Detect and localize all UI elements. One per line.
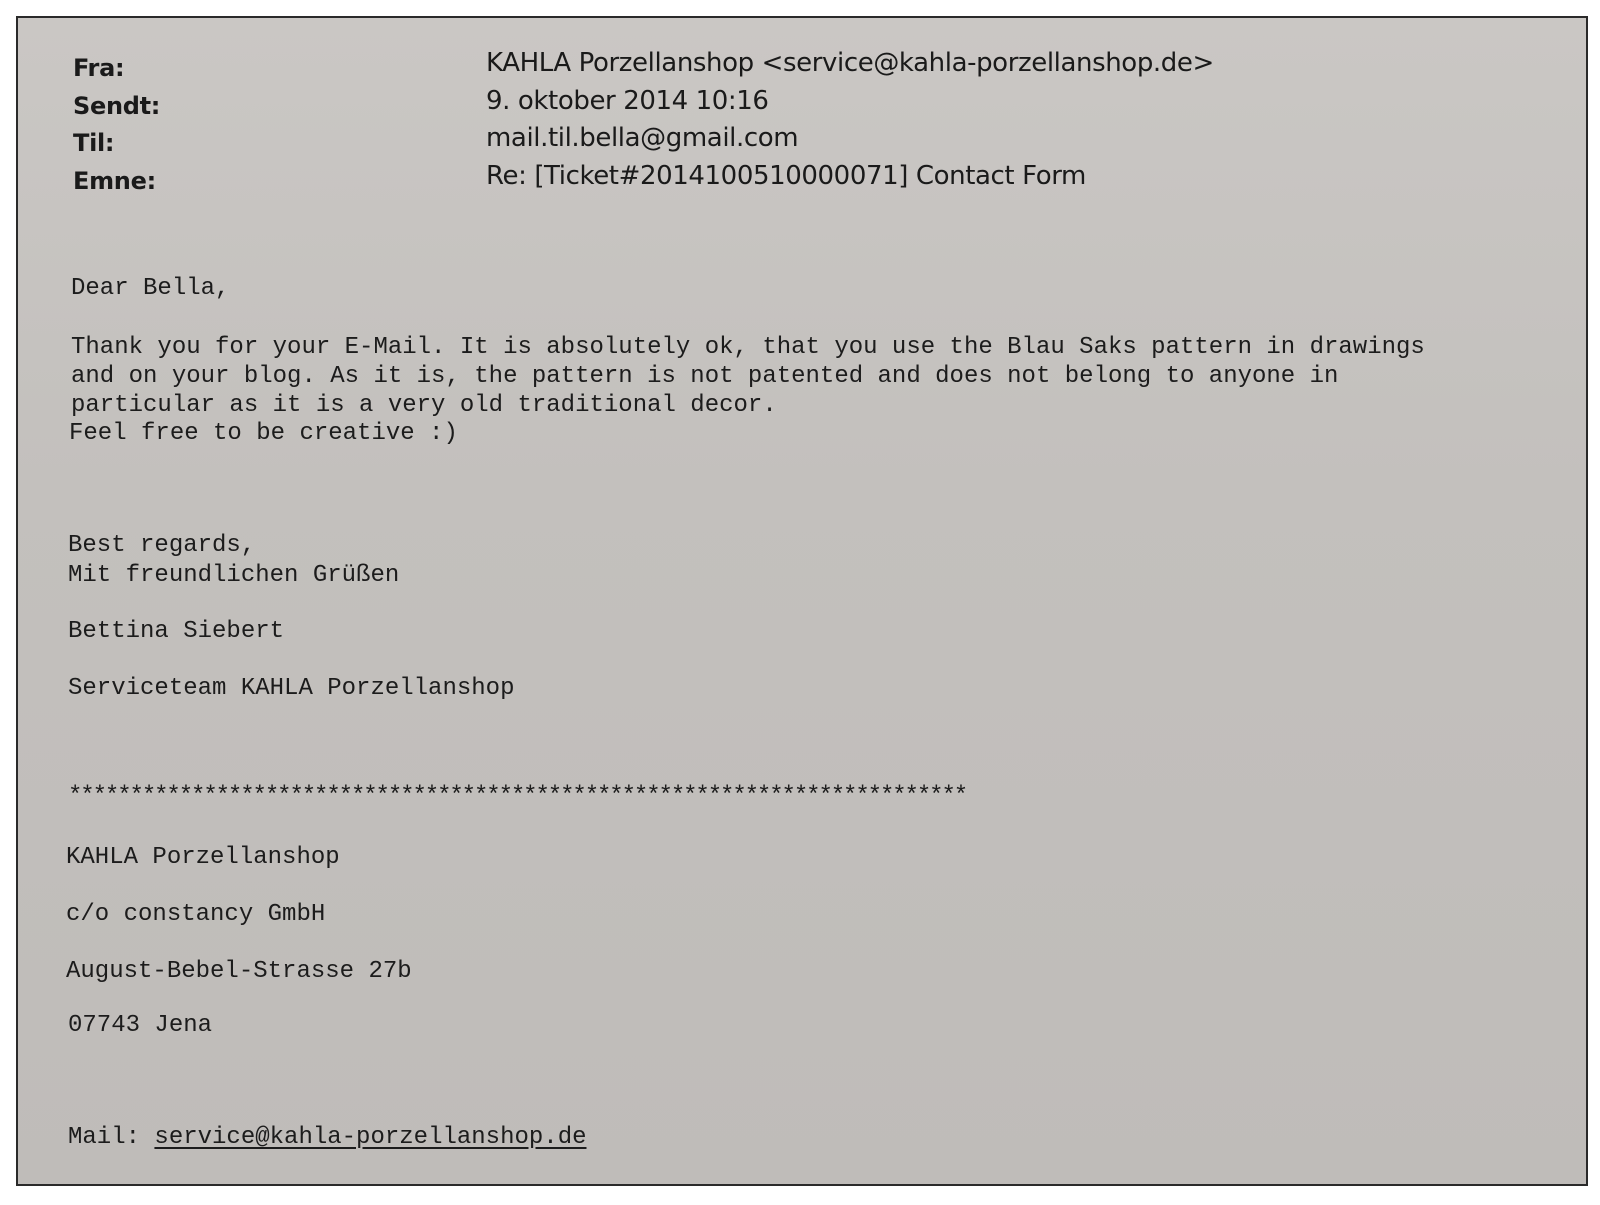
signer-name: Bettina Siebert: [68, 618, 285, 645]
sent-value: 9. oktober 2014 10:16: [486, 85, 769, 116]
street-address: August-Bebel-Strasse 27b: [66, 958, 412, 985]
paragraph-line: Thank you for your E-Mail. It is absolutely ok, that you use the Blau Saks pattern in drawings: [71, 334, 1425, 361]
to-value: mail.til.bella@gmail.com: [486, 123, 799, 153]
mail-line: [68, 1123, 587, 1152]
signature-separator: *************************************************************************: [68, 783, 967, 810]
feel-free-line: Feel free to be creative :): [69, 420, 458, 447]
postal-city: 07743 Jena: [68, 1012, 213, 1039]
to-row: [73, 123, 1473, 161]
team-name: Serviceteam KAHLA Porzellanshop: [68, 675, 515, 702]
paragraph-line: particular as it is a very old traditional decor.: [71, 392, 777, 419]
to-label: Til:: [73, 129, 115, 157]
greeting: Dear Bella,: [71, 275, 230, 302]
care-of-line: c/o constancy GmbH: [66, 901, 326, 928]
mail-label: Mail:: [68, 1124, 155, 1151]
regards-german: Mit freundlichen Grüßen: [68, 562, 400, 589]
subject-row: [73, 161, 1473, 199]
paragraph-line: and on your blog. As it is, the pattern is not patented and does not belong to anyone in: [71, 363, 1339, 390]
regards-english: Best regards,: [68, 532, 256, 559]
sent-label: Sendt:: [73, 91, 161, 120]
from-label: Fra:: [73, 54, 125, 82]
sent-row: [73, 86, 1473, 124]
email-header: [73, 48, 1473, 198]
email-printout: [16, 16, 1588, 1186]
subject-value: Re: [Ticket#2014100510000071] Contact Form: [486, 160, 1086, 191]
subject-label: Emne:: [73, 166, 156, 195]
company-name: KAHLA Porzellanshop: [66, 844, 340, 871]
main-paragraph: [71, 333, 1425, 420]
mail-address-link[interactable]: service@kahla-porzellanshop.de: [154, 1124, 587, 1151]
from-row: [73, 48, 1473, 86]
from-value: KAHLA Porzellanshop <service@kahla-porzellanshop.de>: [486, 48, 1214, 78]
